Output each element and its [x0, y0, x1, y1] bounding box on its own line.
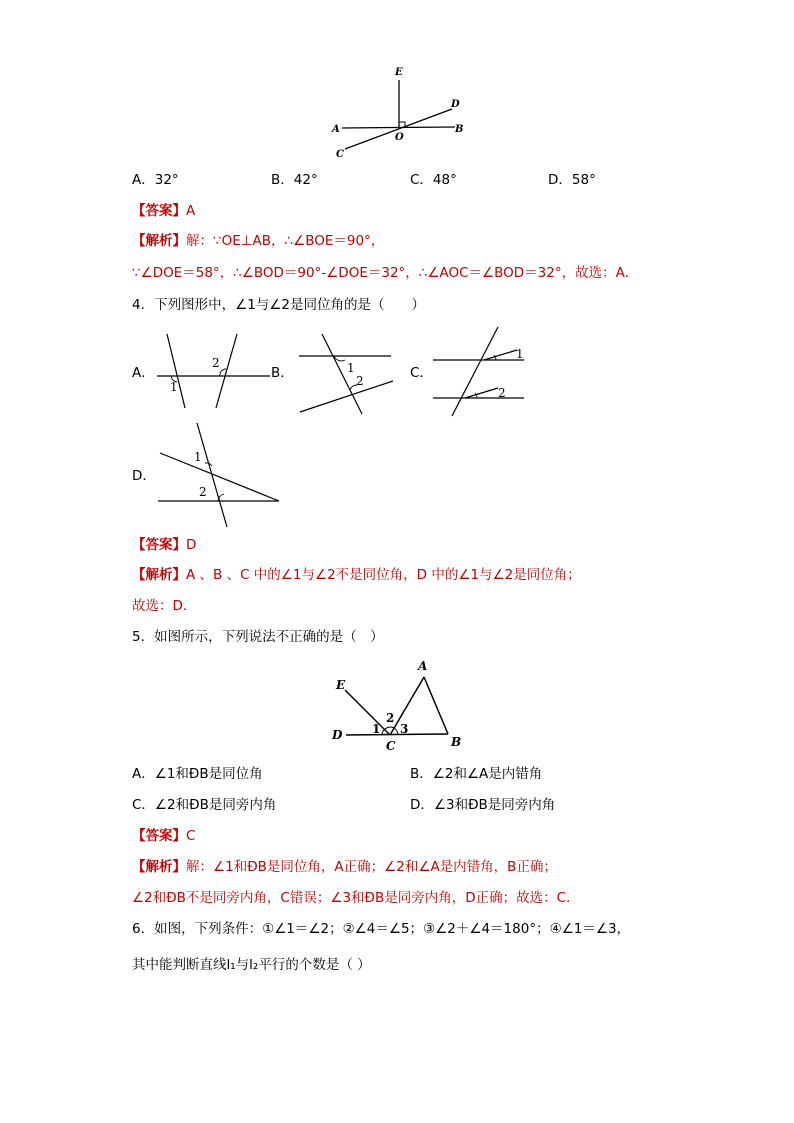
q4-option-c-letter: C． [410, 365, 433, 381]
q4-analysis-1 [132, 566, 581, 584]
q5-option-c: C．∠2和ÐB是同旁内角 [132, 797, 277, 813]
analysis-text: 解：∵OE⊥AB，∴∠BOE＝90°， [186, 233, 385, 249]
q5-angle-2: 2 [386, 711, 395, 725]
q4-option-b-letter: B． [271, 365, 294, 381]
q4b-angle-1: 1 [347, 361, 355, 375]
answer-value: C [186, 828, 196, 844]
q5-option-b: B．∠2和∠A是内错角 [410, 766, 543, 782]
q5-answer [132, 827, 195, 845]
q5-figure [328, 655, 468, 755]
q3-answer [132, 202, 195, 220]
q3-option-c: C．48° [410, 172, 457, 188]
q4d-angle-1: 1 [194, 450, 202, 464]
q5-stem: 5．如图所示，下列说法不正确的是（ ） [132, 629, 384, 645]
q6-stem-2: 其中能判断直线l₁与l₂平行的个数是（ ） [132, 957, 371, 973]
q4-figure-a [157, 332, 272, 412]
q5-label-D: D [332, 728, 343, 742]
q5-option-a: A．∠1和ÐB是同位角 [132, 766, 263, 782]
q4d-angle-2: 2 [199, 485, 207, 499]
q3-label-C: C [336, 149, 344, 160]
analysis-text: A 、B 、C 中的∠1与∠2不是同位角，D 中的∠1与∠2是同位角； [186, 567, 581, 583]
q4-analysis-2: 故选：D． [132, 598, 197, 614]
q4-stem: 4．下列图形中，∠1与∠2是同位角的是（ ） [132, 297, 425, 313]
analysis-tag: 【解析】 [132, 233, 186, 249]
q4b-angle-2: 2 [356, 374, 364, 388]
answer-value: D [186, 537, 197, 553]
q3-option-d: D．58° [548, 172, 596, 188]
q5-label-B: B [451, 735, 462, 749]
q4-answer [132, 536, 196, 554]
answer-tag: 【答案】 [132, 537, 186, 553]
analysis-tag: 【解析】 [132, 567, 186, 583]
q4-option-a-letter: A． [132, 365, 155, 381]
q3-option-a: A．32° [132, 172, 179, 188]
q5-analysis-1 [132, 858, 557, 876]
analysis-tag: 【解析】 [132, 859, 186, 875]
q5-angle-3: 3 [400, 722, 409, 736]
answer-value: A [186, 203, 196, 219]
q5-label-C: C [386, 739, 396, 753]
q3-figure [325, 60, 475, 160]
q6-stem-1: 6．如图，下列条件：①∠1＝∠2；②∠4＝∠5；③∠2＋∠4＝180°；④∠1＝∠3， [132, 921, 631, 937]
q4a-angle-1: 1 [170, 380, 178, 394]
q5-label-A: A [418, 659, 428, 673]
q3-analysis-2: ∵∠DOE＝58°，∴∠BOD＝90°-∠DOE＝32°，∴∠AOC＝∠BOD＝32°，故选：A． [132, 265, 639, 281]
q5-option-d: D．∠3和ÐB是同旁内角 [410, 797, 556, 813]
q5-analysis-2: ∠2和ÐB不是同旁内角，C错误；∠3和ÐB是同旁内角，D正确；故选：C． [132, 890, 580, 906]
q4-figure-d [157, 421, 282, 531]
q4c-angle-1: 1 [516, 347, 524, 361]
q3-label-E: E [395, 67, 403, 78]
q3-label-O: O [395, 132, 404, 143]
q5-angle-1: 1 [372, 722, 381, 736]
q3-label-A: A [332, 124, 340, 135]
q3-analysis-1 [132, 232, 384, 250]
q4c-angle-2: 2 [498, 386, 506, 400]
q4-option-d-letter: D． [132, 468, 156, 484]
analysis-text: 解：∠1和ÐB是同位角，A正确；∠2和∠A是内错角，B正确； [186, 859, 557, 875]
q4-figure-c [432, 326, 532, 416]
q5-label-E: E [336, 678, 346, 692]
q4a-angle-2: 2 [212, 356, 220, 370]
q3-label-D: D [451, 99, 460, 110]
answer-tag: 【答案】 [132, 828, 186, 844]
q3-label-B: B [455, 124, 464, 135]
answer-tag: 【答案】 [132, 203, 186, 219]
q4-figure-b [297, 332, 397, 414]
q3-option-b: B．42° [271, 172, 318, 188]
